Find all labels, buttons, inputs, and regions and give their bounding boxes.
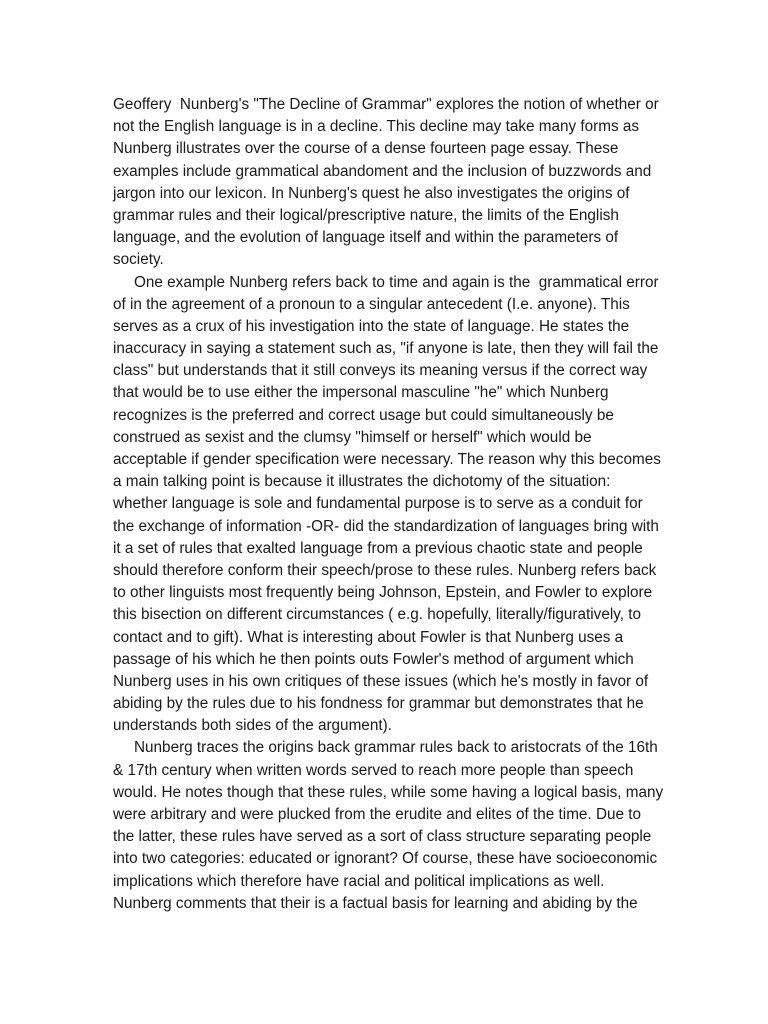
- text-line: class" but understands that it still conveys its meaning versus if the correct way: [113, 362, 648, 380]
- text-line: of in the agreement of a pronoun to a singular antecedent (I.e. anyone). This: [113, 295, 630, 313]
- text-line: acceptable if gender specification were necessary. The reason why this becomes: [113, 451, 661, 468]
- text-line: into two categories: educated or ignorant? Of course, these have socioeconomic: [113, 850, 658, 868]
- essay-body: [113, 94, 673, 915]
- text-line: understands both sides of the argument).: [113, 717, 392, 735]
- text-line: recognizes is the preferred and correct usage but could simultaneously be: [113, 406, 614, 424]
- text-line: this bisection on different circumstances ( e.g. hopefully, literally/figuratively, to: [113, 606, 641, 624]
- paragraph-start-line: One example Nunberg refers back to time and again is the grammatical error: [134, 273, 659, 291]
- text-line: inaccuracy in saying a statement such as, "if anyone is late, then they will fail the: [113, 340, 659, 358]
- text-line: serves as a crux of his investigation into the state of language. He states the: [113, 317, 630, 335]
- text-line: would. He notes though that these rules, while some having a logical basis, many: [113, 783, 664, 801]
- paragraph-start-line: Nunberg traces the origins back grammar rules back to aristocrats of the 16th: [134, 739, 658, 757]
- text-line: Nunberg uses in his own critiques of these issues (which he's mostly in favor of: [113, 672, 649, 690]
- text-line: Nunberg comments that their is a factual basis for learning and abiding by the: [113, 894, 638, 912]
- text-line: & 17th century when written words served to reach more people than speech: [113, 761, 634, 779]
- text-line: contact and to gift). What is interesting about Fowler is that Nunberg uses a: [113, 628, 624, 646]
- text-line: Nunberg illustrates over the course of a dense fourteen page essay. These: [113, 140, 619, 158]
- text-line: passage of his which he then points outs Fowler's method of argument which: [113, 650, 634, 668]
- text-line: language, and the evolution of language itself and within the parameters of: [113, 229, 619, 247]
- text-line: that would be to use either the impersonal masculine "he" which Nunberg: [113, 384, 609, 402]
- text-line: whether language is sole and fundamental purpose is to serve as a conduit for: [113, 495, 643, 513]
- text-line: abiding by the rules due to his fondness for grammar but demonstrates that he: [113, 695, 644, 713]
- text-line: to other linguists most frequently being Johnson, Epstein, and Fowler to explore: [113, 584, 653, 602]
- text-line: should therefore conform their speech/prose to these rules. Nunberg refers back: [113, 561, 657, 579]
- text-line: it a set of rules that exalted language from a previous chaotic state and people: [113, 539, 643, 557]
- text-line: were arbitrary and were plucked from the erudite and elites of the time. Due to: [113, 806, 642, 823]
- text-line: examples include grammatical abandoment and the inclusion of buzzwords and: [113, 162, 652, 180]
- text-line: Geoffery Nunberg's "The Decline of Grammar" explores the notion of whether or: [113, 96, 659, 113]
- text-line: implications which therefore have racial and political implications as well.: [113, 872, 605, 890]
- text-line: construed as sexist and the clumsy "himself or herself" which would be: [113, 428, 592, 446]
- text-line: society.: [113, 251, 164, 269]
- text-line: jargon into our lexicon. In Nunberg's quest he also investigates the origins of: [113, 184, 630, 202]
- text-line: not the English language is in a decline. This decline may take many forms as: [113, 118, 640, 136]
- text-line: the latter, these rules have served as a sort of class structure separating people: [113, 828, 652, 846]
- text-line: grammar rules and their logical/prescriptive nature, the limits of the English: [113, 206, 619, 224]
- text-line: the exchange of information -OR- did the standardization of languages bring with: [113, 517, 659, 535]
- text-line: a main talking point is because it illustrates the dichotomy of the situation:: [113, 473, 611, 491]
